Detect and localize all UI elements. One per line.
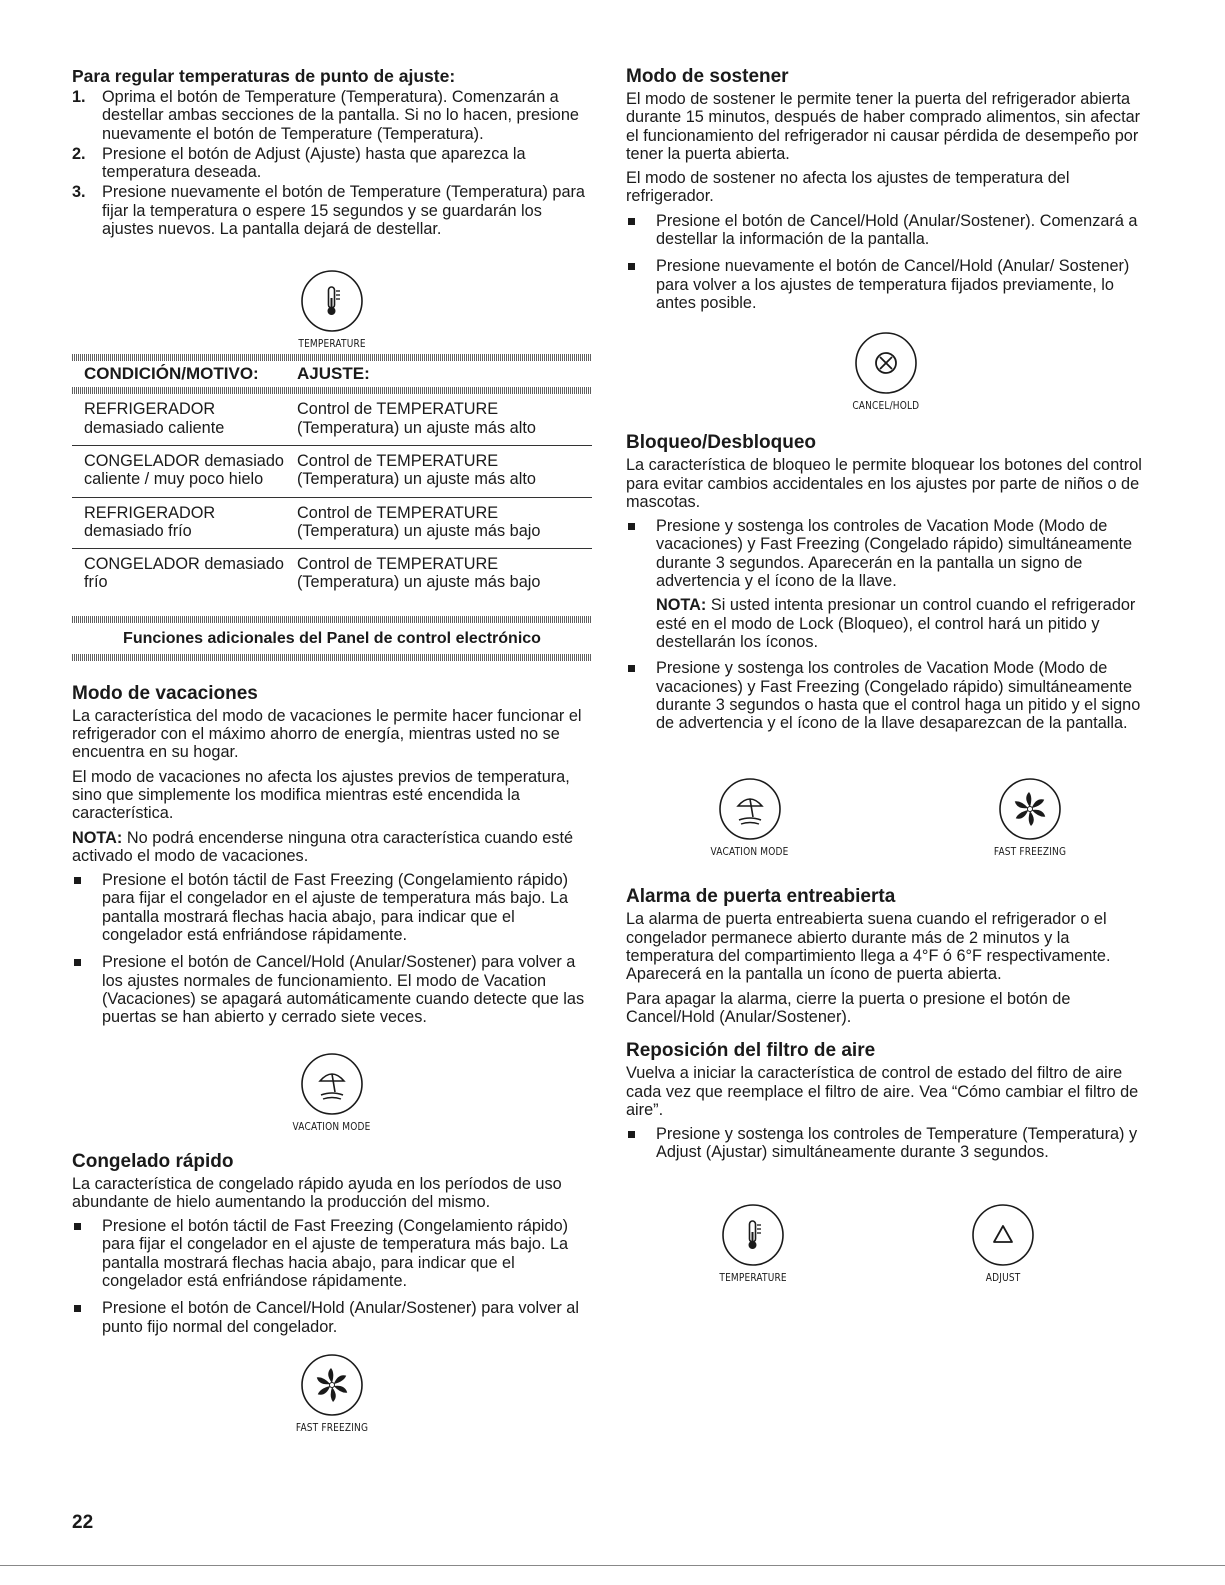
table-row: CONGELADOR demasiado caliente / muy poco hielo Control de TEMPERATURE (Temperatura) un ajuste más alto	[72, 446, 592, 498]
fast-freezing-control	[986, 776, 1074, 858]
list-item: Presione el botón de Cancel/Hold (Anular/Sostener). Comenzará a destellar la información de la pantalla.	[626, 212, 1146, 249]
list-item: Presione el botón de Cancel/Hold (Anular/Sostener) para volver a los ajustes normales de funcionamiento. El modo de Vacation (Vacaciones) se apagará automáticamente cuando detecte que las puertas se han abierto y cerrado siete veces.	[72, 953, 592, 1026]
adjust-label: ADJUST	[985, 1270, 1021, 1284]
fast-freezing-label: FAST FREEZING	[295, 1420, 369, 1434]
table-row: REFRIGERADOR demasiado frío Control de TEMPERATURE (Temperatura) un ajuste más bajo	[72, 498, 592, 550]
fast-freezing-control	[72, 1352, 592, 1434]
hold-heading: Modo de sostener	[626, 66, 789, 87]
fastfreeze-paragraph: La característica de congelado rápido ayuda en los períodos de uso abundante de hielo aumentando la producción del mismo.	[72, 1174, 562, 1211]
air-filter-bullets	[626, 1125, 1146, 1162]
header-condition: CONDICIÓN/MOTIVO:	[84, 364, 259, 384]
cancel-hold-label: CANCEL/HOLD	[852, 399, 920, 413]
right-column	[626, 66, 1146, 1284]
fastfreeze-bullets	[72, 1217, 592, 1336]
fast-freezing-label: FAST FREEZING	[993, 845, 1067, 859]
fastfreeze-heading: Congelado rápido	[72, 1150, 234, 1172]
list-item: Presione nuevamente el botón de Cancel/Hold (Anular/ Sostener) para volver a los ajustes de temperatura fijados previamente, lo antes posible.	[626, 257, 1146, 312]
vacation-heading: Modo de vacaciones	[72, 682, 258, 704]
table-header	[72, 361, 592, 387]
thermometer-icon	[720, 1202, 786, 1268]
vacation-mode-label: VACATION MODE	[293, 1119, 371, 1133]
filter-controls	[626, 1202, 1146, 1284]
vacation-paragraph: La característica del modo de vacaciones le permite hacer funcionar el refrigerador con el máximo ahorro de energía, mientras usted no se encuentra en su hogar.	[72, 706, 582, 762]
band-bottom-rule	[72, 654, 592, 661]
hold-paragraph: El modo de sostener no afecta los ajustes de temperatura del refrigerador.	[626, 169, 1070, 206]
vacation-note: NOTA: No podrá encenderse ninguna otra característica cuando esté activado el modo de vacaciones.	[72, 828, 574, 865]
air-filter-heading: Reposición del filtro de aire	[626, 1040, 876, 1062]
header-adjustment: AJUSTE:	[297, 364, 370, 384]
left-column	[72, 66, 592, 1434]
step-item: 2. Presione el botón de Adjust (Ajuste) hasta que aparezca la temperatura deseada.	[72, 144, 526, 182]
lock-note: NOTA: Si usted intenta presionar un control cuando el refrigerador esté en el modo de Lock (Bloqueo), el control hará un pitido y destellarán los íconos.	[656, 596, 1136, 651]
cancel-hold-control	[626, 330, 1146, 412]
air-filter-paragraph: Vuelva a iniciar la característica de control de estado del filtro de aire cada vez que reemplace el filtro de aire. Vea “Cómo cambiar el filtro de aire”.	[626, 1064, 1139, 1119]
adjust-control	[970, 1202, 1036, 1284]
list-item: Presione y sostenga los controles de Vacation Mode (Modo de vacaciones) y Fast Freezing (Congelado rápido) simultáneamente durante 3 segundos o hasta que el control haga un pitido y el signo de advertencia y el ícono de la llave desaparezcan de la pantalla.	[626, 659, 1146, 732]
table-row: REFRIGERADOR demasiado caliente Control de TEMPERATURE (Temperatura) un ajuste más alto	[72, 394, 592, 446]
thermometer-icon	[299, 268, 365, 334]
temperature-label: TEMPERATURE	[298, 337, 366, 351]
setpoint-heading: Para regular temperaturas de punto de ajuste:	[72, 66, 456, 86]
umbrella-icon	[299, 1051, 365, 1117]
temperature-control	[72, 268, 592, 350]
step-item: 1. Oprima el botón de Temperature (Temperatura). Comenzarán a destellar ambas secciones de la pantalla. Si no lo hacen, presione nuevamente el botón de Temperature (Temperatura).	[72, 88, 579, 143]
fan-icon	[299, 1352, 365, 1418]
lock-bullets	[626, 659, 1146, 732]
hold-bullets	[626, 212, 1146, 312]
list-item: Presione y sostenga los controles de Temperature (Temperatura) y Adjust (Ajustar) simultáneamente durante 3 segundos.	[626, 1125, 1146, 1162]
lock-heading: Bloqueo/Desbloqueo	[626, 432, 816, 454]
door-alarm-paragraph: La alarma de puerta entreabierta suena cuando el refrigerador o el congelador permanece abierto durante más de 2 minutos y la temperatura del compartimiento llega a 4°F ó 6°F respectivamente. Aparecerá en la pantalla un ícono de puerta abierta.	[626, 910, 1111, 984]
door-alarm-heading: Alarma de puerta entreabierta	[626, 886, 896, 908]
triangle-up-icon	[970, 1202, 1036, 1268]
list-item: Presione y sostenga los controles de Vacation Mode (Modo de vacaciones) y Fast Freezing (Congelado rápido) simultáneamente durante 3 segundos. Aparecerán en la pantalla un signo de advertencia y el ícono de la llave.	[626, 517, 1146, 590]
temperature-label: TEMPERATURE	[719, 1270, 787, 1284]
table-row: CONGELADOR demasiado frío Control de TEMPERATURE (Temperatura) un ajuste más bajo	[84, 555, 541, 592]
fan-icon	[997, 776, 1063, 842]
vacation-paragraph: El modo de vacaciones no afecta los ajustes previos de temperatura, sino que simplemente los modifica mientras esté encendida la característica.	[72, 767, 570, 823]
lock-bullets	[626, 517, 1146, 590]
cancel-icon	[853, 330, 919, 396]
lock-controls	[626, 776, 1146, 858]
band-top-rule	[72, 616, 592, 623]
umbrella-icon	[717, 776, 783, 842]
vacation-mode-control	[72, 1051, 592, 1133]
table-header-rule	[72, 387, 592, 394]
additional-features-band: Funciones adicionales del Panel de control electrónico	[123, 629, 541, 647]
step-item: 3. Presione nuevamente el botón de Temperature (Temperatura) para fijar la temperatura o espere 15 segundos y se guardarán los ajustes nuevos. La pantalla dejará de destellar.	[72, 183, 585, 239]
adjustment-table	[72, 354, 592, 660]
temperature-control	[712, 1202, 794, 1284]
table-top-rule	[72, 354, 592, 361]
list-item: Presione el botón táctil de Fast Freezing (Congelamiento rápido) para fijar el congelador en el ajuste de temperatura más bajo. La pantalla mostrará flechas hacia abajo, para indicar que el congelador está enfriándose rápidamente.	[72, 1217, 592, 1290]
list-item: Presione el botón de Cancel/Hold (Anular/Sostener) para volver al punto fijo normal del congelador.	[72, 1299, 592, 1336]
list-item: Presione el botón táctil de Fast Freezing (Congelamiento rápido) para fijar el congelador en el ajuste de temperatura más bajo. La pantalla mostrará flechas hacia abajo, para indicar que el congelador está enfriándose rápidamente.	[72, 871, 592, 944]
page-bottom-rule	[0, 1565, 1225, 1566]
vacation-bullets	[72, 871, 592, 1026]
lock-paragraph: La característica de bloqueo le permite bloquear los botones del control para evitar cambios accidentales en los ajustes por parte de niños o de mascotas.	[626, 456, 1142, 511]
vacation-mode-label: VACATION MODE	[710, 845, 789, 859]
vacation-mode-control	[702, 776, 797, 858]
door-alarm-paragraph: Para apagar la alarma, cierre la puerta o presione el botón de Cancel/Hold (Anular/Sostener).	[626, 989, 1071, 1026]
page-number: 22	[72, 1512, 94, 1533]
hold-paragraph: El modo de sostener le permite tener la puerta del refrigerador abierta durante 15 minutos, después de haber comprado alimentos, sin afectar el funcionamiento del refrigerador ni causar pérdida de desempeño por tener la puerta abierta.	[626, 90, 1141, 163]
setpoint-steps	[72, 88, 592, 238]
